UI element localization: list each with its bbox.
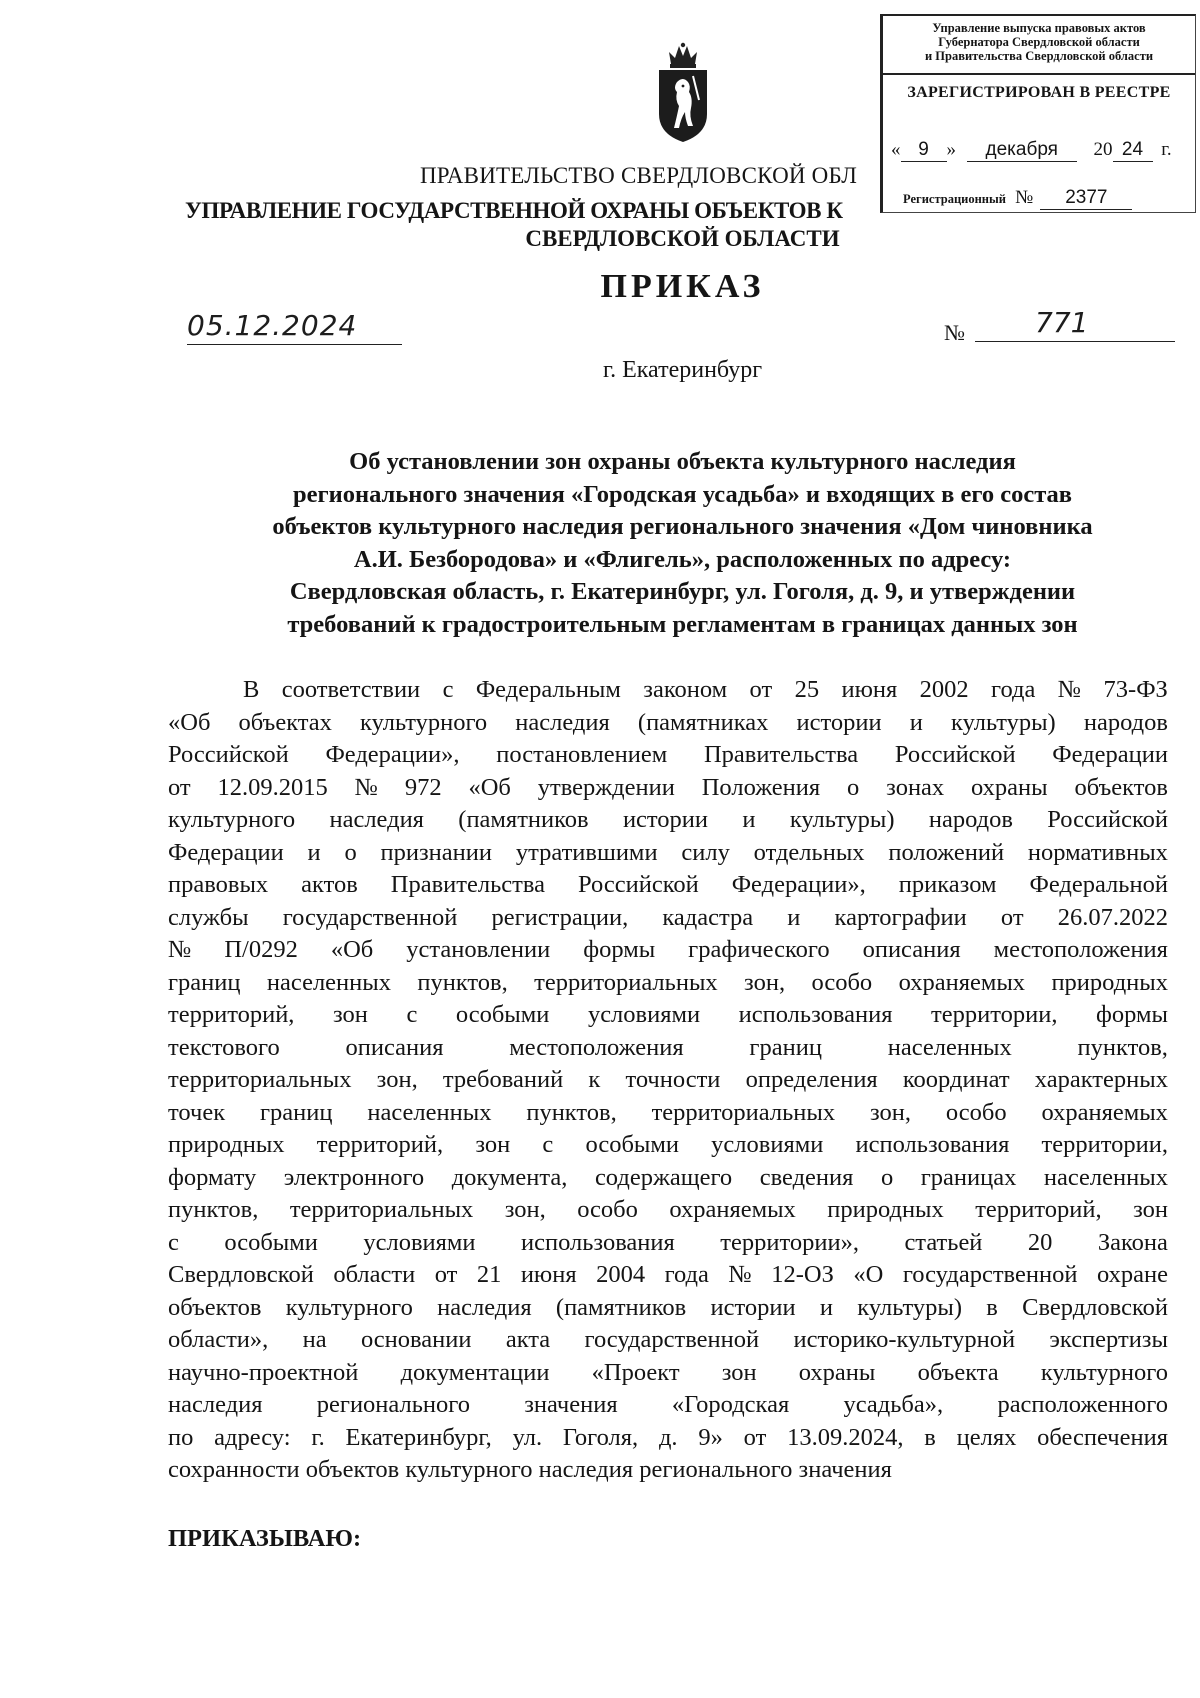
body-word: актов — [301, 871, 358, 898]
body-word: описания — [862, 936, 961, 963]
body-word: 13.09.2024, — [787, 1423, 904, 1451]
body-word: использования — [738, 1001, 893, 1028]
body-word: усадьба», — [843, 1391, 944, 1418]
handwritten-number: 771 — [975, 305, 1175, 342]
body-word: (памятниках — [637, 708, 769, 736]
body-word: местоположения — [509, 1033, 684, 1061]
body-word: территорий, — [316, 1131, 444, 1158]
body-word: года — [991, 676, 1036, 703]
body-word: Закона — [1097, 1228, 1168, 1256]
body-word: о — [847, 773, 860, 801]
body-word: утратившими — [515, 838, 658, 866]
body-word: значения — [798, 1456, 892, 1483]
body-word: формы — [1096, 1001, 1168, 1028]
body-word: Федеральным — [475, 676, 621, 703]
body-word: законом — [643, 676, 728, 703]
body-word: в — [924, 1423, 936, 1451]
body-word: Правительства — [703, 741, 859, 768]
body-word: Российской — [577, 871, 699, 898]
body-word: границах — [920, 1163, 1017, 1191]
body-word: населенных — [887, 1033, 1012, 1061]
body-line — [168, 739, 1168, 772]
body-word: государственной — [902, 1261, 1078, 1288]
body-word: утверждении — [537, 773, 675, 801]
stamp-quote-open: « — [891, 139, 901, 160]
body-word: государственной — [584, 1326, 760, 1353]
body-word: культурного — [285, 1293, 413, 1321]
title-line: объектов культурного наследия регионального значения «Дом чиновника — [272, 513, 1093, 540]
body-word: 20 — [1027, 1228, 1053, 1256]
body-word: «Об — [468, 773, 511, 801]
body-word: по — [168, 1423, 194, 1451]
body-word: и — [909, 708, 923, 736]
stamp-number — [903, 187, 1132, 210]
registration-stamp — [880, 14, 1196, 213]
body-word: условиями — [711, 1131, 824, 1158]
body-word: регионального — [639, 1456, 799, 1483]
body-line — [168, 804, 1168, 837]
body-word: сведения — [759, 1163, 854, 1191]
body-word: «Городская — [671, 1391, 790, 1418]
body-word: Правительства — [390, 871, 545, 898]
body-word: целях — [956, 1423, 1017, 1451]
body-word: особыми — [455, 1001, 550, 1028]
body-word: населенных — [1043, 1163, 1168, 1191]
body-line — [168, 1032, 1168, 1065]
body-word: расположенного — [997, 1391, 1168, 1418]
body-word: «Об — [330, 936, 374, 963]
body-word: территориальных — [168, 1066, 352, 1093]
body-word: документации — [400, 1358, 550, 1386]
stamp-reg-label: Регистрационный — [903, 192, 1006, 206]
body-word: Екатеринбург, — [345, 1423, 492, 1451]
body-word: области», — [168, 1326, 269, 1353]
body-word: 972 — [404, 773, 442, 801]
body-line — [168, 707, 1168, 740]
body-line — [168, 772, 1168, 805]
body-word: местоположения — [993, 936, 1168, 963]
body-word: «О — [853, 1261, 884, 1288]
body-word: 2002 — [919, 676, 969, 703]
body-word: границ — [168, 968, 241, 996]
body-word: П/0292 — [224, 936, 298, 963]
body-word: содержащего — [594, 1163, 733, 1191]
title-line: требований к градостроительным регламентам в границах данных зон — [287, 610, 1078, 638]
document-title — [155, 446, 1200, 641]
body-word: Российской — [168, 741, 289, 768]
body-word: территории, — [1041, 1131, 1168, 1158]
body-word: Свердловской — [1022, 1293, 1168, 1321]
body-word: текстового — [168, 1033, 280, 1061]
body-line — [168, 999, 1168, 1032]
body-word: № — [728, 1261, 752, 1288]
body-word: народов — [928, 806, 1013, 833]
body-word: Российской — [1047, 806, 1168, 833]
body-word: зон, — [744, 968, 786, 996]
body-word: и — [819, 1293, 834, 1321]
number-label: № — [944, 320, 965, 345]
body-word: графического — [688, 936, 830, 963]
body-word: территорий, — [975, 1196, 1102, 1223]
body-word: зон, — [869, 1098, 911, 1126]
body-word: 12.09.2015 — [217, 773, 328, 801]
body-word: 21 — [476, 1261, 502, 1288]
body-word: наследия — [437, 1293, 532, 1321]
body-word: значения — [524, 1391, 618, 1418]
body-word: 12-ОЗ — [771, 1261, 834, 1288]
body-word: характерных — [1034, 1066, 1168, 1093]
body-word: условиями — [363, 1228, 476, 1256]
body-word: нормативных — [1027, 838, 1168, 866]
body-word: регистрации, — [491, 903, 629, 931]
body-word: определения — [745, 1066, 878, 1093]
body-word: объектах — [238, 708, 332, 736]
body-word: наследия — [515, 708, 610, 736]
body-word: пунктов, — [1077, 1033, 1168, 1061]
body-word: охраняемых — [1041, 1098, 1168, 1126]
body-word: культуры) — [857, 1293, 962, 1321]
body-word: (памятников — [458, 806, 589, 833]
body-word: объектов — [1074, 773, 1168, 801]
body-line — [168, 1129, 1168, 1162]
stamp-header — [883, 16, 1195, 75]
body-line — [168, 1227, 1168, 1260]
body-word: от — [749, 676, 773, 703]
body-word: от — [434, 1261, 458, 1288]
body-word: в — [986, 1293, 998, 1321]
title-line: А.И. Безбородова» и «Флигель», расположенных по адресу: — [353, 545, 1012, 573]
body-word: культурного — [360, 708, 488, 736]
body-word: Федерации — [1052, 741, 1168, 768]
body-word: объекта — [917, 1358, 999, 1386]
body-word: координат — [902, 1066, 1010, 1093]
body-word: использования — [520, 1228, 675, 1256]
body-word: о — [880, 1163, 894, 1191]
body-word: описания — [345, 1033, 444, 1061]
body-word: зон — [332, 1001, 368, 1028]
body-word: охраняемых — [898, 968, 1026, 996]
body-word: экспертизы — [1049, 1326, 1168, 1353]
body-word: точек — [168, 1098, 226, 1126]
body-word: документа, — [451, 1163, 568, 1191]
order-word: ПРИКАЗЫВАЮ: — [168, 1525, 362, 1552]
body-line — [168, 1194, 1168, 1227]
body-word: территориальных — [534, 968, 718, 996]
body-word: охране — [1096, 1261, 1168, 1288]
body-word: постановлением — [496, 741, 668, 768]
body-word: наследия — [538, 1456, 640, 1483]
body-word: и — [307, 838, 321, 866]
body-word: с — [542, 1131, 554, 1158]
body-word: зон — [1133, 1196, 1168, 1223]
body-word: 26.07.2022 — [1057, 903, 1168, 931]
body-line — [168, 1064, 1168, 1097]
body-word: территории», — [720, 1228, 859, 1256]
body-word: охраняемых — [669, 1196, 796, 1223]
stamp-header-line: Управление выпуска правовых актов — [932, 21, 1146, 35]
body-word: Гоголя, — [562, 1423, 639, 1451]
body-word: 2004 — [596, 1261, 646, 1288]
body-word: территориальных — [289, 1196, 474, 1223]
body-word: границ — [259, 1098, 333, 1126]
body-word: с — [168, 1228, 179, 1256]
body-word: признании — [380, 838, 493, 866]
body-word: зон, — [504, 1196, 546, 1223]
body-word: года — [664, 1261, 709, 1288]
body-word: границ — [749, 1033, 822, 1061]
body-word: правовых — [168, 871, 269, 898]
stamp-month: декабря — [967, 139, 1077, 162]
body-word: культурного — [405, 1456, 539, 1483]
body-line — [168, 934, 1168, 967]
title-line: регионального значения «Городская усадьба» и входящих в его состав — [292, 480, 1073, 508]
body-word: точности — [625, 1066, 721, 1093]
stamp-number-sign: № — [1015, 187, 1034, 208]
body-word: Российской — [894, 741, 1016, 768]
body-word: г. — [311, 1423, 325, 1451]
body-word: культуры) — [789, 806, 895, 833]
body-word: и — [742, 806, 756, 833]
body-word: от — [168, 773, 191, 801]
government-name: ПРАВИТЕЛЬСТВО СВЕРДЛОВСКОЙ ОБЛ — [420, 163, 858, 188]
body-word: № — [354, 773, 378, 801]
body-word: обеспечения — [1037, 1423, 1168, 1451]
body-word: № — [1057, 676, 1082, 703]
body-word: населенных — [367, 1098, 492, 1126]
department-name-line2: СВЕРДЛОВСКОЙ ОБЛАСТИ — [525, 226, 840, 251]
title-line: Свердловская область, г. Екатеринбург, ул. Гоголя, д. 9, и утверждении — [289, 578, 1076, 605]
body-word: зон — [475, 1131, 511, 1158]
body-line — [168, 1324, 1168, 1357]
body-word: службы — [168, 903, 249, 931]
body-word: д. — [658, 1423, 678, 1451]
body-word: июня — [520, 1261, 577, 1288]
body-word: регионального — [316, 1391, 470, 1418]
body-word: пунктов, — [417, 968, 508, 996]
body-word: особо — [577, 1196, 638, 1223]
body-word: зон — [721, 1358, 757, 1386]
body-word: истории — [710, 1293, 796, 1321]
body-word: на — [302, 1326, 327, 1353]
body-word: культуры) — [951, 708, 1056, 736]
body-word: научно-проектной — [168, 1358, 359, 1386]
stamp-header-line: Губернатора Свердловской области — [938, 35, 1140, 49]
body-word: ул. — [512, 1423, 543, 1451]
body-word: охраны — [798, 1358, 876, 1386]
body-word: Федерации», — [325, 741, 460, 768]
body-word: основании — [360, 1326, 472, 1353]
body-word: наследия — [329, 806, 424, 833]
document-type: ПРИКАЗ — [600, 268, 765, 305]
body-word: зонах — [886, 773, 945, 801]
body-word: использования — [855, 1131, 1010, 1158]
stamp-quote-close: » — [946, 139, 956, 160]
body-word: силу — [681, 838, 730, 866]
stamp-year-unit: г. — [1161, 139, 1172, 160]
body-word: Федеральной — [1029, 871, 1168, 898]
body-line — [168, 902, 1168, 935]
body-word: населенных — [266, 968, 391, 996]
body-line — [168, 1162, 1168, 1195]
department-name-line1: УПРАВЛЕНИЕ ГОСУДАРСТВЕННОЙ ОХРАНЫ ОБЪЕКТОВ К — [185, 198, 843, 223]
body-word: государственной — [282, 903, 458, 931]
body-word: № — [168, 936, 192, 963]
body-word: зон, — [376, 1066, 418, 1093]
body-word: акта — [505, 1326, 551, 1353]
body-word: Федерации», — [731, 871, 866, 898]
body-line — [168, 1422, 1168, 1455]
body-line — [168, 967, 1168, 1000]
body-word: Положения — [701, 773, 821, 801]
body-word: Федерации — [168, 838, 284, 866]
body-line — [168, 1292, 1168, 1325]
body-word: электронного — [283, 1163, 425, 1191]
body-word: объектов — [305, 1456, 406, 1483]
body-word: охраны — [971, 773, 1048, 801]
body-word: истории — [796, 708, 882, 736]
body-word: сохранности — [168, 1456, 306, 1483]
body-word: к — [588, 1066, 601, 1093]
body-line — [168, 1259, 1168, 1292]
body-word: народов — [1083, 708, 1168, 736]
body-line — [168, 869, 1168, 902]
stamp-registered-label: ЗАРЕГИСТРИРОВАН В РЕЕСТРЕ — [907, 84, 1171, 101]
body-line — [168, 674, 1168, 707]
body-word: (памятников — [555, 1293, 687, 1321]
body-word: с — [406, 1001, 418, 1028]
body-word: адресу: — [214, 1423, 291, 1451]
body-word: территории, — [931, 1001, 1058, 1028]
body-word: территориальных — [651, 1098, 836, 1126]
body-word: и — [787, 903, 801, 931]
body-word: формату — [168, 1163, 257, 1191]
body-word: «Об — [168, 708, 211, 736]
body-word: «Проект — [591, 1358, 680, 1386]
body-word: территорий, — [168, 1001, 295, 1028]
body-word: природных — [168, 1131, 285, 1158]
body-word: особыми — [585, 1131, 679, 1158]
body-word: статьей — [904, 1228, 983, 1256]
body-word: положений — [888, 838, 1005, 866]
body-word: отдельных — [753, 838, 865, 866]
body-word: от — [1000, 903, 1024, 931]
stamp-date — [891, 139, 1172, 162]
body-line — [168, 837, 1168, 870]
body-word: пунктов, — [526, 1098, 617, 1126]
body-word: объектов — [168, 1293, 262, 1321]
body-word: приказом — [898, 871, 997, 898]
body-line — [168, 1097, 1168, 1130]
body-word: с — [442, 676, 454, 703]
body-word: пунктов, — [168, 1196, 259, 1223]
body-word: условиями — [587, 1001, 701, 1028]
body-line — [168, 1389, 1168, 1422]
stamp-year-suffix: 24 — [1113, 139, 1153, 162]
body-word: особо — [811, 968, 873, 996]
body-word: природных — [1051, 968, 1168, 996]
body-word: 25 — [794, 676, 820, 703]
stamp-header-line: и Правительства Свердловской области — [924, 49, 1154, 63]
stamp-year-prefix: 20 — [1093, 139, 1113, 160]
body-word: наследия — [168, 1391, 263, 1418]
body-word: Свердловской — [168, 1261, 314, 1288]
coat-of-arms-icon — [655, 42, 711, 144]
body-word: кадастра — [662, 903, 754, 931]
body-word: истории — [622, 806, 709, 833]
stamp-day: 9 — [901, 139, 947, 162]
body-word: культурного — [1040, 1358, 1168, 1386]
body-word: особыми — [224, 1228, 318, 1256]
body-word: формы — [583, 936, 656, 963]
body-word: 73-ФЗ — [1103, 676, 1168, 703]
body-word: требований — [442, 1066, 564, 1093]
body-word: от — [743, 1423, 767, 1451]
body-word: установлении — [406, 936, 551, 963]
body-word: историко-культурной — [793, 1326, 1016, 1353]
body-line — [168, 1357, 1168, 1390]
city: г. Екатеринбург — [602, 357, 763, 383]
body-word: о — [344, 838, 357, 866]
body-word: В — [243, 676, 260, 703]
preamble-paragraph — [168, 674, 1168, 1487]
body-line — [168, 1454, 1168, 1487]
body-word: природных — [827, 1196, 944, 1223]
body-word: особо — [945, 1098, 1007, 1126]
title-line: Об установлении зон охраны объекта культурного наследия — [349, 448, 1016, 475]
body-word: культурного — [168, 806, 296, 833]
body-word: области — [333, 1261, 416, 1288]
body-word: соответствии — [281, 676, 421, 703]
stamp-reg-number: 2377 — [1040, 187, 1132, 210]
handwritten-date: 05.12.2024 — [187, 308, 402, 345]
body-word: картографии — [834, 903, 967, 931]
body-word: июня — [841, 676, 898, 703]
body-word: 9» — [698, 1423, 723, 1451]
